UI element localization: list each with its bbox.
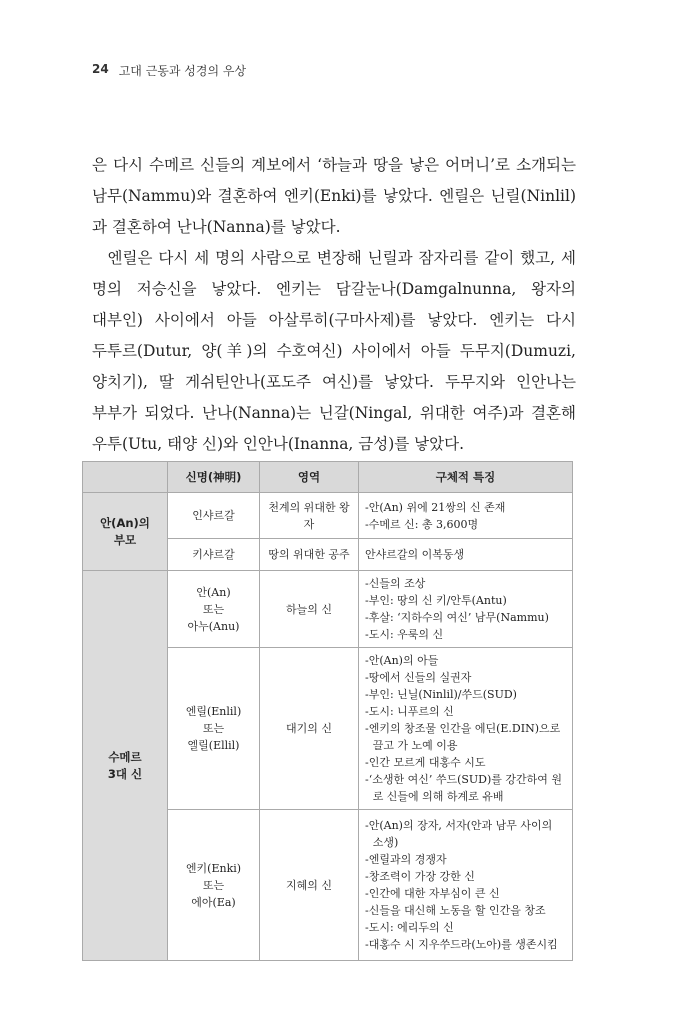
label-line: 안(An) [196, 585, 231, 599]
feature-item: -엔키의 창조물 인간을 에딘(E.DIN)으로 끌고 가 노예 이용 [365, 722, 561, 752]
paragraph: 은 다시 수메르 신들의 계보에서 ‘하늘과 땅을 낳은 어머니’로 소개되는 남무(Nammu)와 결혼하여 엔키(Enki)를 낳았다. 엔릴은 닌릴(Ninlil)과 결혼하여 난나(Nanna)를 낳았다. [92, 156, 576, 236]
feature-item: -후살: ‘지하수의 여신’ 남무(Nammu) [365, 611, 549, 624]
deity-domain: 지혜의 신 [260, 810, 359, 961]
page-number: 24 [92, 62, 109, 76]
header-cell [83, 462, 168, 493]
label-line: 또는 [202, 878, 225, 892]
deity-features [359, 810, 573, 961]
feature-item: -땅에서 신들의 실권자 [365, 671, 472, 684]
deity-name: 인샤르갈 [168, 493, 260, 539]
deity-features [359, 571, 573, 648]
feature-item: -도시: 니푸르의 신 [365, 705, 454, 718]
group-name [89, 749, 161, 783]
feature-item: -안(An)의 아들 [365, 654, 439, 667]
deity-name-lines [174, 584, 253, 635]
feature-item: -창조력이 가장 강한 신 [365, 870, 475, 883]
feature-item: -도시: 우룩의 신 [365, 628, 444, 641]
deity-domain: 하늘의 신 [260, 571, 359, 648]
deity-name-lines [174, 860, 253, 911]
label-line: 엔릴(Enlil) [185, 705, 242, 718]
deity-features [359, 539, 573, 571]
label-line: 엘릴(Ellil) [187, 739, 240, 752]
label-line: 또는 [202, 602, 225, 616]
running-header [92, 62, 246, 79]
group-name [89, 515, 161, 549]
feature-item: -인간 모르게 대홍수 시도 [365, 756, 486, 769]
deity-name [168, 810, 260, 961]
deity-domain: 대기의 신 [260, 648, 359, 810]
header-cell: 신명(神明) [168, 462, 260, 493]
body-text [92, 150, 576, 460]
feature-item: -안(An)의 장자, 서자(안과 남무 사이의 소생) [365, 819, 553, 849]
label-line: 또는 [202, 722, 225, 735]
label-line: 3대 신 [107, 766, 143, 781]
deity-features [359, 648, 573, 810]
feature-item: -인간에 대한 자부심이 큰 신 [365, 887, 500, 900]
deity-domain: 땅의 위대한 공주 [260, 539, 359, 571]
deity-name [168, 648, 260, 810]
deity-domain: 천계의 위대한 왕자 [260, 493, 359, 539]
feature-item: -도시: 에리두의 신 [365, 921, 454, 934]
group-cell [83, 493, 168, 571]
feature-item: -안(An) 위에 21쌍의 신 존재 [365, 500, 506, 514]
table-header-row [83, 462, 573, 493]
feature-item: -신들을 대신해 노동을 할 인간을 창조 [365, 904, 546, 917]
deity-features [359, 493, 573, 539]
label-line: 아누(Anu) [187, 619, 240, 633]
book-title: 고대 근동과 성경의 우상 [118, 64, 247, 78]
group-cell [83, 571, 168, 961]
feature-item: -신들의 조상 [365, 577, 426, 590]
label-line: 안(An)의 [100, 515, 150, 530]
deity-name: 키샤르갈 [168, 539, 260, 571]
feature-item: -엔릴과의 경쟁자 [365, 853, 447, 866]
header-cell: 영역 [260, 462, 359, 493]
feature-item: -수메르 신: 총 3,600명 [365, 517, 479, 531]
deity-name [168, 571, 260, 648]
label-line: 엔키(Enki) [185, 861, 242, 875]
table-row [83, 571, 573, 648]
feature-item: -부인: 닌닐(Ninlil)/쑤드(SUD) [365, 688, 517, 701]
deity-name-lines [174, 703, 253, 754]
table-row [83, 493, 573, 539]
deity-table [82, 461, 572, 961]
label-line: 에아(Ea) [191, 895, 236, 909]
feature-item: -대홍수 시 지우쑤드라(노아)를 생존시킴 [365, 938, 558, 951]
label-line: 부모 [113, 532, 137, 547]
feature-item: -‘소생한 여신’ 쑤드(SUD)를 강간하여 원로 신들에 의해 하계로 유배 [365, 773, 563, 803]
feature-item: -부인: 땅의 신 키/안투(Antu) [365, 594, 507, 607]
table [82, 461, 573, 961]
paragraph: 엔릴은 다시 세 명의 사람으로 변장해 닌릴과 잠자리를 같이 했고, 세 명의 저승신을 낳았다. 엔키는 담갈눈나(Damgalnunna, 왕자의 대부인) 사이에서 아들 아살루히(구마사제)를 낳았다. 엔키는 다시 두투르(Dutur, 양(羊)의 수호여신) 사이에서 아들 두무지(Dumuzi, 양치기), 딸 게쉬틴안나(포도주 여신)를 낳았다. 두무지와 인안나는 부부가 되었다. 난나(Nanna)는 닌갈(Ningal, 위대한 여주)과 결혼해 우투(Utu, 태양 신)와 인안나(Inanna, 금성)를 낳았다. [92, 249, 576, 453]
label-line: 수메르 [108, 749, 142, 764]
header-cell: 구체적 특징 [359, 462, 573, 493]
feature-item: 안샤르갈의 이복동생 [365, 548, 465, 561]
